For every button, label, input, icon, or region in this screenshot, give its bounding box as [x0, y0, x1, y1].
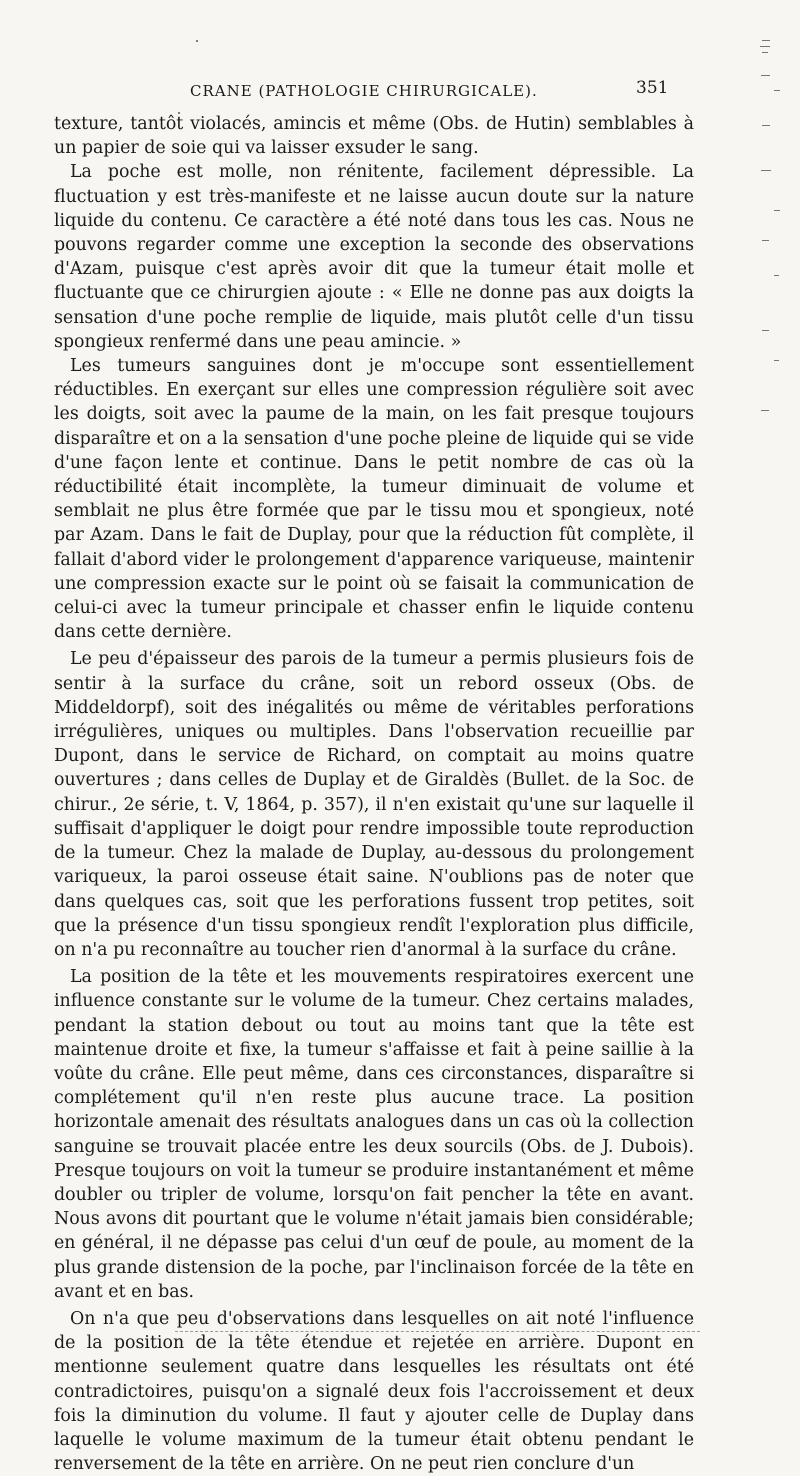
paragraph: La position de la tête et les mouvements respiratoires exercent une influence constante sur le volume de la tumeur. Chez certains malades, pendant la station debout ou tout au moins tant que la tête est maintenue droite et fixe, la tumeur s'affaisse et fait à peine saillie à la voûte du crâne. Elle peut même, dans ces circonstances, disparaître si complétement qu'il n'en reste plus aucune trace. La position horizontale amenait des résultats analogues dans un cas où la collection sanguine se trouvait placée entre les deux sourcils (Obs. de J. Dubois). Presque toujours on voit la tumeur se produire instantanément et même doubler ou tripler de volume, lorsqu'on fait pencher la tête en avant. Nous avons dit pourtant que le volume n'était jamais bien considérable; en général, il ne dépasse pas celui d'un œuf de poule, au moment de la plus grande distension de la poche, par l'inclinaison forcée de la tête en avant et en bas. [54, 967, 694, 1302]
paragraph: texture, tantôt violacés, amincis et même (Obs. de Hutin) semblables à un papier de soie qui va laisser exsuder le sang. [54, 114, 694, 159]
body-text [54, 112, 694, 1476]
paragraph: On n'a que peu d'observations dans lesquelles on ait noté l'influence de la position de la tête étendue et rejetée en arrière. Dupont en mentionne seulement quatre dans lesquelles les résultats ont été contradictoires, puisqu'on a signalé deux fois l'accroissement et deux fois la diminution du volume. Il faut y ajouter celle de Duplay dans laquelle le volume maximum de la tumeur était obtenu pendant le renversement de la tête en arrière. On ne peut rien conclure d'un [54, 1308, 694, 1475]
running-title: CRANE (PATHOLOGIE CHIRURGICALE). [190, 82, 538, 100]
page-number: 351 [636, 78, 669, 98]
margin-scan-marks [756, 30, 786, 450]
scan-speck [196, 40, 198, 42]
footer-rule [175, 1331, 700, 1333]
paragraph: Les tumeurs sanguines dont je m'occupe sont essentiellement réductibles. En exerçant sur elles une compression régulière soit avec les doigts, soit avec la paume de la main, on les fait presque toujours disparaître et on a la sensation d'une poche pleine de liquide qui se vide d'une façon lente et continue. Dans le petit nombre de cas où la réductibilité était incomplète, la tumeur diminuait de volume et semblait ne plus être formée que par le tissu mou et spongieux, noté par Azam. Dans le fait de Duplay, pour que la réduction fût complète, il fallait d'abord vider le prolongement d'apparence variqueuse, maintenir une compression exacte sur le point où se faisait la communication de celui-ci avec la tumeur principale et chasser enfin le liquide contenu dans cette dernière. [54, 356, 694, 643]
scan-speck [178, 112, 180, 114]
paragraph: Le peu d'épaisseur des parois de la tumeur a permis plusieurs fois de sentir à la surface du crâne, soit un rebord osseux (Obs. de Middeldorpf), soit des inégalités ou même de véritables perforations irrégulières, uniques ou multiples. Dans l'observation recueillie par Dupont, dans le service de Richard, on comptait au moins quatre ouvertures ; dans celles de Duplay et de Giraldès (Bullet. de la Soc. de chirur., 2e série, t. V, 1864, p. 357), il n'en existait qu'une sur laquelle il suffisait d'appliquer le doigt pour rendre impossible toute reproduction de la tumeur. Chez la malade de Duplay, au-dessous du prolongement variqueux, la paroi osseuse était saine. N'oublions pas de noter que dans quelques cas, soit que les perforations fussent trop petites, soit que la présence d'un tissu spongieux rendît l'exploration plus difficile, on n'a pu reconnaître au toucher rien d'anormal à la surface du crâne. [54, 649, 694, 960]
paragraph: La poche est molle, non rénitente, facilement dépressible. La fluctuation y est très-manifeste et ne laisse aucun doute sur la nature liquide du contenu. Ce caractère a été noté dans tous les cas. Nous ne pouvons regarder comme une exception la seconde des observations d'Azam, puisque c'est après avoir dit que la tumeur était molle et fluctuante que ce chirurgien ajoute : « Elle ne donne pas aux doigts la sensation d'une poche remplie de liquide, mais plutôt celle d'un tissu spongieux renfermé dans une peau amincie. » [54, 162, 694, 352]
